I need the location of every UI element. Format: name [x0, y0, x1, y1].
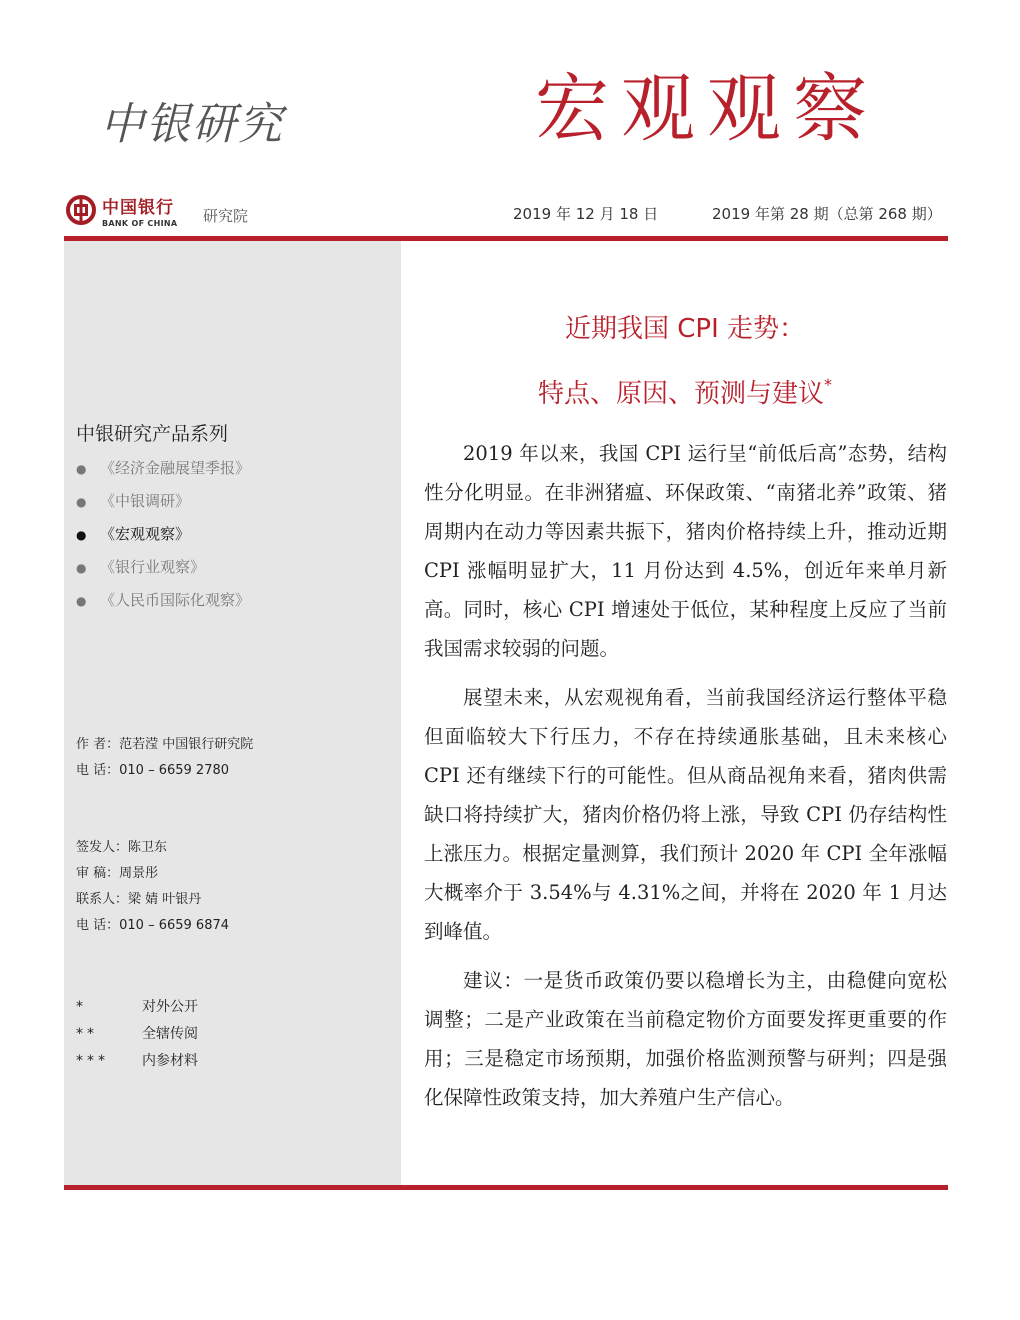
product-item-current: ● 《宏观观察》 [76, 525, 191, 543]
author-row: 作 者：范若滢 中国银行研究院 [76, 737, 254, 752]
contact-row: 签发人：陈卫东 [76, 840, 168, 855]
access-level-row: * 对外公开 [76, 999, 198, 1015]
access-level-legend [76, 996, 198, 1077]
footer-divider [64, 1185, 948, 1190]
issue-number: 2019 年第 28 期（总第 268 期） [712, 205, 942, 223]
bullet-icon: ● [76, 561, 87, 575]
bank-name-cn: 中国银行 [102, 198, 174, 218]
calligraphy-logo: 中银研究 [100, 99, 284, 150]
bullet-icon: ● [76, 594, 87, 608]
footnote-mark: * [824, 375, 832, 394]
product-item: ● 《中银调研》 [76, 492, 191, 510]
article-paragraph: 2019 年以来，我国 CPI 运行呈“前低后高”态势，结构性分化明显。在非洲猪瘟、环保政策、“南猪北养”政策、猪周期内在动力等因素共振下，猪肉价格持续上升，推动近期 CPI 涨幅明显扩大，11 月份达到 4.5%，创近年来单月新高。同时，核心 CPI 增速处于低位，某种程度上反应了当前我国需求较弱的问题。 [424, 442, 947, 660]
product-series-heading: 中银研究产品系列 [76, 423, 229, 445]
bullet-icon: ● [76, 462, 87, 476]
bank-name-en: BANK OF CHINA [102, 219, 178, 228]
access-level-row: ** 全辖传阅 [76, 1026, 198, 1042]
article-title-line1: 近期我国 CPI 走势： [564, 314, 806, 344]
product-series-list [76, 457, 250, 622]
product-item: ● 《经济金融展望季报》 [76, 459, 251, 477]
institute-label: 研究院 [203, 207, 249, 225]
bank-of-china-logo-icon [66, 195, 96, 225]
bullet-icon: ● [76, 528, 87, 542]
author-info [76, 733, 253, 785]
access-level-row: *** 内参材料 [76, 1053, 198, 1069]
article-body [424, 434, 947, 1127]
publication-date: 2019 年 12 月 18 日 [513, 205, 659, 223]
product-item: ● 《银行业观察》 [76, 558, 206, 576]
contact-row: 审 稿：周景彤 [76, 866, 159, 881]
article-title-line2: 特点、原因、预测与建议* [537, 375, 832, 409]
article-paragraph: 建议：一是货币政策仍要以稳增长为主，由稳健向宽松调整；二是产业政策在当前稳定物价方面要发挥更重要的作用；三是稳定市场预期，加强价格监测预警与研判；四是强化保障性政策支持，加大养殖户生产信心。 [424, 969, 947, 1109]
product-item: ● 《人民币国际化观察》 [76, 591, 251, 609]
bullet-icon: ● [76, 495, 87, 509]
contact-row: 联系人：梁 婧 叶银丹 [76, 892, 202, 907]
contact-row: 电 话：010 – 6659 6874 [76, 918, 230, 933]
article-paragraph: 展望未来，从宏观视角看，当前我国经济运行整体平稳但面临较大下行压力，不存在持续通胀基础，且未来核心 CPI 还有继续下行的可能性。但从商品视角来看，猪肉供需缺口将持续扩大，猪肉价格仍将上涨，导致 CPI 仍存结构性上涨压力。根据定量测算，我们预计 2020 年 CPI 全年涨幅大概率介于 3.54%与 4.31%之间，并将在 2020 年 1 月达到峰值。 [424, 686, 947, 943]
author-phone-row: 电 话：010 – 6659 2780 [76, 763, 230, 778]
series-title: 宏观观察 [535, 66, 879, 152]
contact-info [76, 836, 229, 940]
